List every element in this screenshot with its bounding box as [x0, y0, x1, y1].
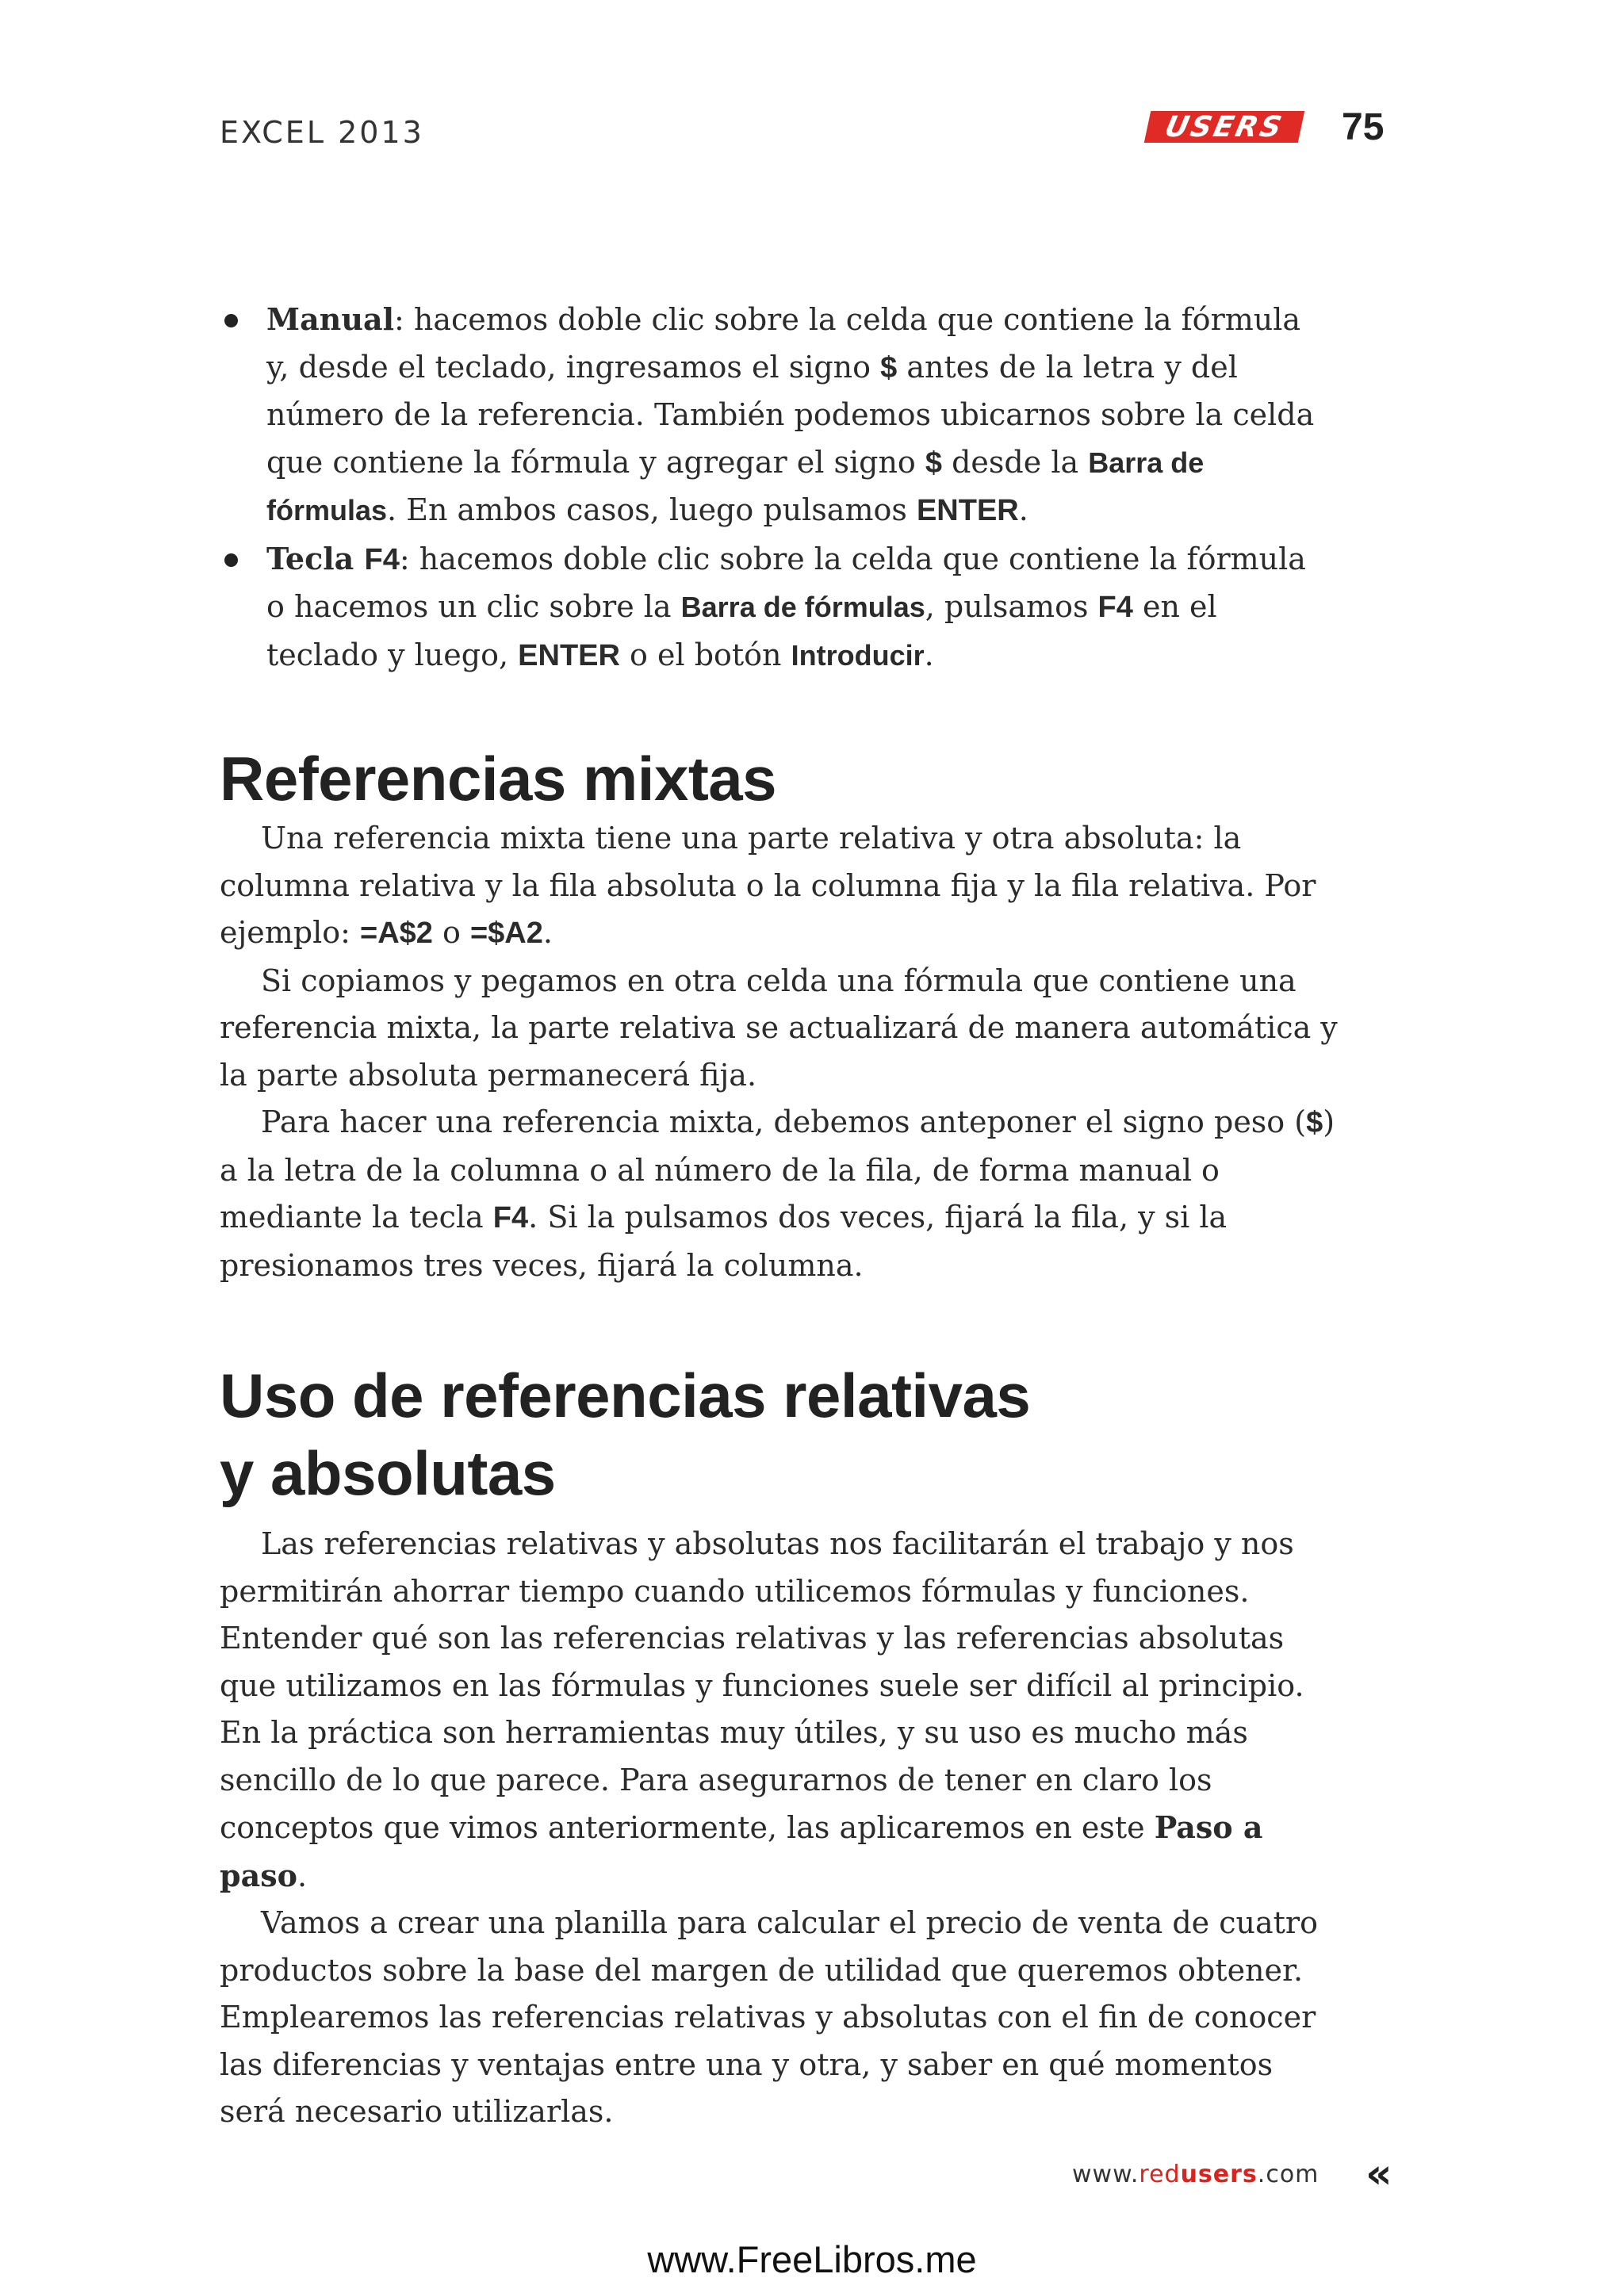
bullet-item-manual	[220, 296, 1330, 535]
paragraph-text: Para hacer una referencia mixta, debemos anteponer el signo peso (	[261, 1104, 1307, 1139]
bold-term: ENTER	[518, 638, 620, 672]
bold-term: Paso a paso	[220, 1809, 1263, 1893]
section2-body	[220, 1521, 1338, 2136]
bullet-text: en el teclado y luego,	[266, 589, 1217, 672]
bullet-list	[220, 296, 1330, 679]
heading-line: Uso de referencias relativas	[220, 1361, 1031, 1430]
bullet-item-tecla-f4	[220, 535, 1330, 680]
bold-term: $	[925, 446, 943, 480]
paragraph-text: Las referencias relativas y absolutas nos facilitarán el trabajo y nos permitirán ahorrar tiempo cuando utilicemos fórmulas y funciones. Entender qué son las referencias relativas y las referencias absolutas que utilizamos en las fórmulas y funciones suele ser difícil al principio. En la práctica son herramientas muy útiles, y su uso es mucho más sencillo de lo que parece. Para asegurarnos de tener en claro los conceptos que vimos anteriormente, las aplicaremos en este	[220, 1526, 1304, 1845]
bullet-dot-icon	[224, 553, 238, 567]
bullet-text: , pulsamos	[925, 589, 1098, 624]
running-head: EXCEL 2013	[220, 115, 424, 150]
footer-url-red: red	[1139, 2161, 1181, 2188]
bold-term: Introducir	[791, 638, 925, 672]
footer-url[interactable]	[1072, 2161, 1319, 2188]
bullet-text: . En ambos casos, luego pulsamos	[387, 492, 917, 527]
watermark-url[interactable]: www.FreeLibros.me	[647, 2238, 977, 2280]
bullet-text: .	[1018, 492, 1028, 527]
bold-term: F4	[1097, 591, 1133, 624]
footer-url-suffix: .com	[1257, 2161, 1320, 2188]
bold-term: $	[880, 350, 898, 385]
footer-url-users: users	[1180, 2161, 1258, 2188]
users-logo-text: USERS	[1162, 110, 1287, 144]
section-heading-uso-de-referencias	[220, 1357, 1030, 1512]
paragraph-text: .	[297, 1858, 308, 1893]
bold-term: ENTER	[916, 494, 1019, 527]
users-logo	[1144, 111, 1305, 143]
bold-term: F4	[492, 1201, 529, 1235]
paragraph-text: o	[432, 915, 470, 950]
paragraph	[220, 1521, 1338, 1900]
bold-term: =$A2	[469, 917, 543, 950]
bullet-text: desde la	[942, 444, 1089, 480]
bold-term: Barra de fórmulas	[266, 446, 1205, 526]
double-chevron-left-icon: «	[1365, 2150, 1389, 2198]
bold-term: Barra de fórmulas	[680, 591, 925, 623]
section1-body	[220, 815, 1338, 1289]
paragraph-text: . Si la pulsamos dos veces, fijará la fila, y si la presionamos tres veces, fijará la columna.	[220, 1200, 1228, 1283]
bullet-text: .	[924, 637, 934, 672]
bullet-text: : hacemos doble clic sobre la celda que contiene la fórmula o hacemos un clic sobre la	[266, 541, 1306, 624]
page-number: 75	[1342, 106, 1385, 148]
section-heading-referencias-mixtas: Referencias mixtas	[220, 744, 777, 813]
paragraph: Si copiamos y pegamos en otra celda una fórmula que contiene una referencia mixta, la parte relativa se actualizará de manera automática y la parte absoluta permanecerá fija.	[220, 963, 1338, 1093]
bullet-label: Tecla	[266, 540, 365, 576]
bold-term: $	[1306, 1106, 1323, 1139]
bold-term: =A$2	[360, 917, 433, 950]
bullet-text: : hacemos doble clic sobre la celda que contiene la fórmula y, desde el teclado, ingresamos el signo	[266, 302, 1301, 385]
bullet-text: antes de la letra y del número de la referencia. También podemos ubicarnos sobre la celda que contiene la fórmula y agregar el signo	[266, 349, 1315, 480]
bullet-dot-icon	[224, 314, 238, 327]
bullet-label-key: F4	[364, 542, 400, 576]
bullet-text: o el botón	[619, 637, 791, 672]
paragraph-text: ) a la letra de la columna o al número de la fila, de forma manual o mediante la tecla	[220, 1104, 1335, 1235]
paragraph	[220, 1099, 1338, 1289]
paragraph-text: .	[542, 915, 553, 950]
paragraph: Vamos a crear una planilla para calcular el precio de venta de cuatro productos sobre la base del margen de utilidad que queremos obtener. Emplearemos las referencias relativas y absolutas con el fin de conocer las diferencias y ventajas entre una y otra, y saber en qué momentos será necesario utilizarlas.	[220, 1905, 1318, 2129]
paragraph	[220, 815, 1338, 958]
bullet-label: Manual	[266, 301, 394, 337]
paragraph-text: Una referencia mixta tiene una parte relativa y otra absoluta: la columna relativa y la fila absoluta o la columna fija y la fila relativa. Por ejemplo:	[220, 821, 1316, 950]
footer-url-prefix: www.	[1072, 2161, 1139, 2188]
heading-line: y absolutas	[220, 1438, 556, 1508]
